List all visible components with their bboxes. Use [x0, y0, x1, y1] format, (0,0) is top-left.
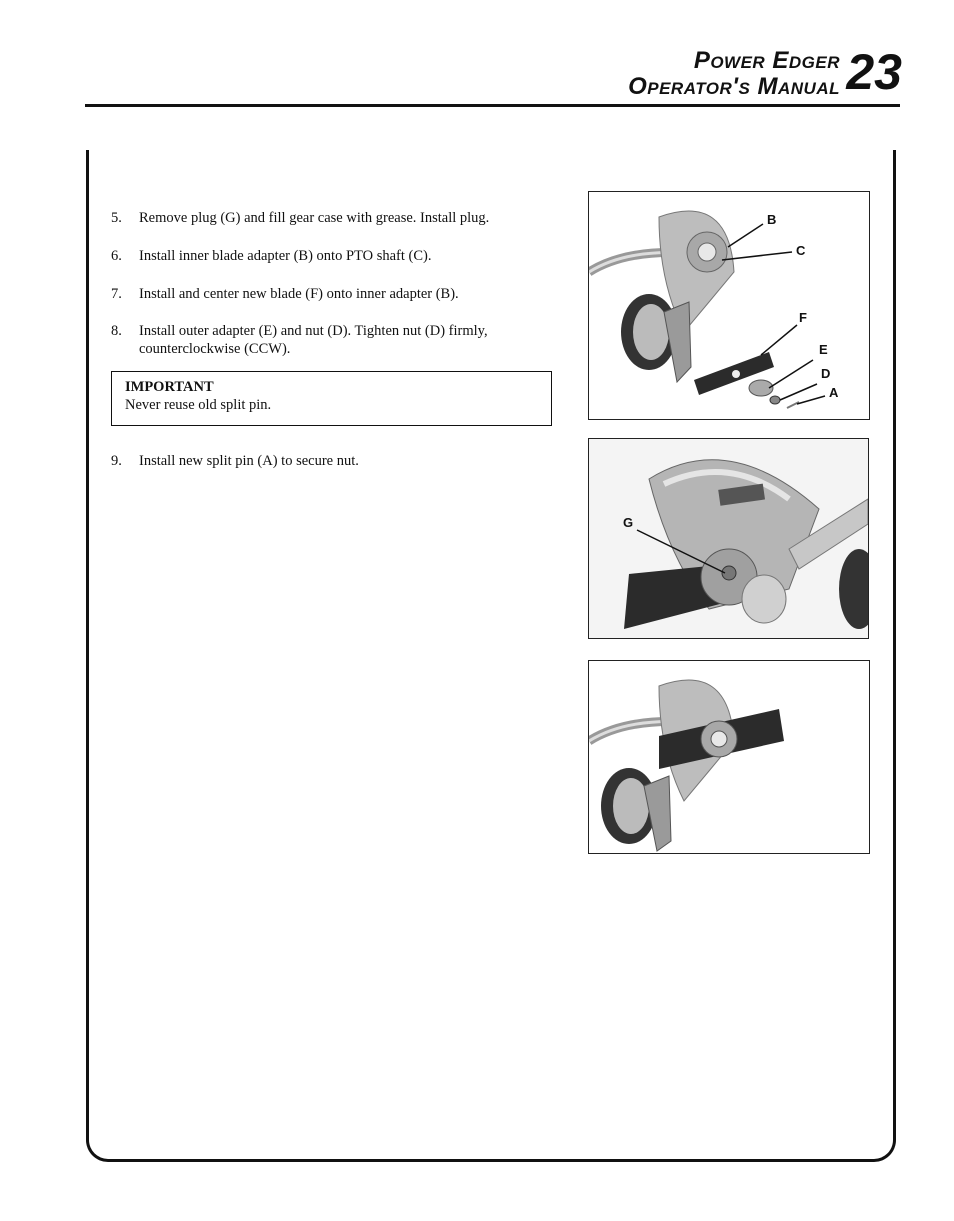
step-5: [111, 209, 541, 227]
step-number: 8.: [111, 323, 122, 339]
step-6: [111, 247, 541, 265]
figure-blade-assembly: [588, 191, 870, 420]
important-heading: IMPORTANT: [125, 379, 214, 395]
important-notice: [111, 371, 552, 426]
header-rule: [85, 104, 900, 107]
step-text: Install inner blade adapter (B) onto PTO shaft (C).: [139, 248, 432, 264]
step-number: 7.: [111, 286, 122, 302]
step-number: 9.: [111, 453, 122, 469]
step-text: Remove plug (G) and fill gear case with grease. Install plug.: [139, 210, 490, 226]
manual-title: [628, 48, 840, 100]
step-number: 5.: [111, 210, 122, 226]
important-text: Never reuse old split pin.: [125, 397, 272, 413]
step-text: Install and center new blade (F) onto inner adapter (B).: [139, 286, 459, 302]
step-7: [111, 285, 541, 303]
label-b: B: [767, 212, 777, 227]
title-line-2: Operator's Manual: [628, 73, 840, 100]
step-9: [111, 452, 541, 470]
step-text: Install new split pin (A) to secure nut.: [139, 453, 359, 469]
figure-gear-case: [588, 438, 869, 639]
label-f: F: [799, 310, 807, 325]
step-number: 6.: [111, 248, 122, 264]
step-text: Install outer adapter (E) and nut (D). Tighten nut (D) firmly, counterclockwise (CCW).: [139, 323, 488, 357]
title-line-1: Power Edger: [693, 47, 840, 74]
figure-installed-blade: [588, 660, 870, 854]
label-c: C: [796, 243, 806, 258]
label-a: A: [829, 385, 839, 400]
page-number: 23: [846, 44, 902, 100]
label-d: D: [821, 366, 831, 381]
step-8: [111, 322, 541, 358]
label-e: E: [819, 342, 828, 357]
label-g: G: [623, 515, 634, 530]
